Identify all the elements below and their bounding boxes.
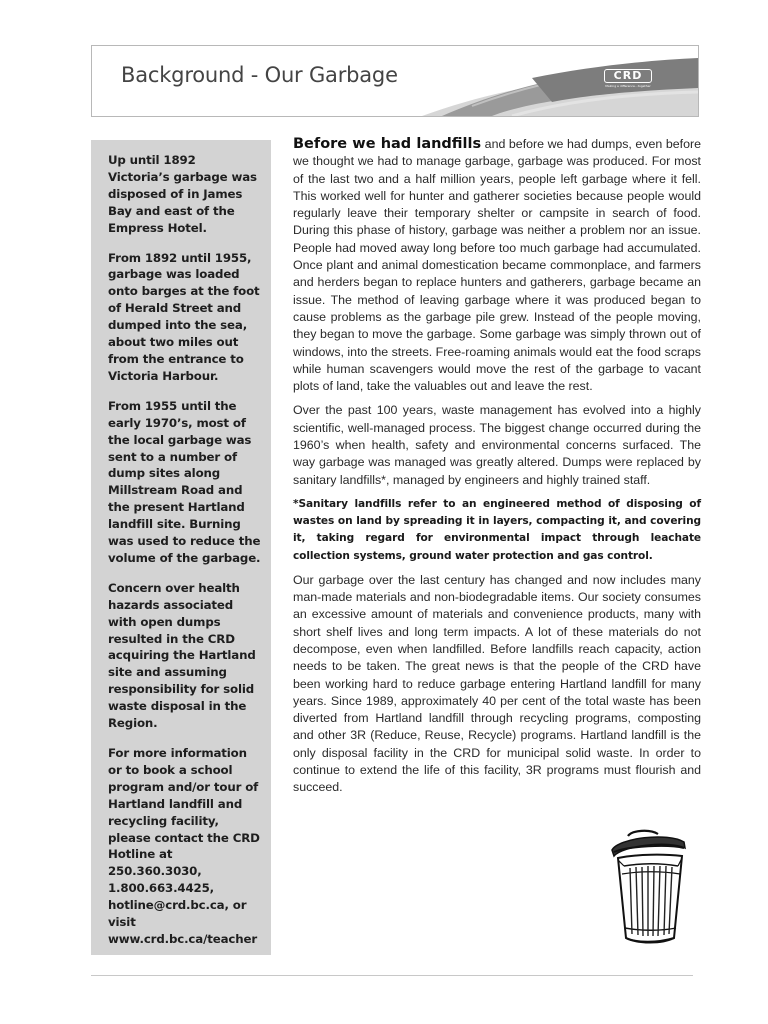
footer-divider	[91, 975, 693, 976]
logo-text: CRD	[604, 69, 652, 83]
page-title: Background - Our Garbage	[121, 63, 398, 87]
sidebar-contact-info: For more information or to book a school program and/or tour of Hartland landfill and recycling facility, please contact the CRD Hotline at 250.360.3030, 1.800.663.4425, hotline@crd.bc.ca, or visit www.crd.bc.ca/teacher	[108, 746, 260, 946]
main-article	[293, 136, 701, 804]
sidebar-paragraph: From 1892 until 1955, garbage was loaded onto barges at the foot of Herald Street and dumped into the sea, about two miles out from the entrance to Victoria Harbour.	[108, 250, 260, 383]
trash-can-icon	[608, 828, 690, 946]
sidebar-history-panel	[91, 140, 271, 955]
sidebar-paragraph: Up until 1892 Victoria’s garbage was disposed of in James Bay and east of the Empress Hotel.	[108, 153, 257, 235]
sidebar-paragraph: From 1955 until the early 1970’s, most of the local garbage was sent to a number of dump sites along Millstream Road and the present Hartland landfill site. Burning was used to reduce the volume of the garbage.	[108, 398, 261, 565]
sanitary-landfill-footnote: *Sanitary landfills refer to an engineered method of disposing of wastes on land by spreading it in layers, compacting it, and covering it, taking regard for environmental impact through leachate collection systems, ground water protection and gas control.	[293, 497, 701, 562]
sidebar-paragraph: Concern over health hazards associated with open dumps resulted in the CRD acquiring the Hartland site and assuming responsibility for solid waste disposal in the Region.	[108, 580, 256, 731]
paragraph-text: and before we had dumps, even before we thought we had to manage garbage, garbage was produced. For most of the last two and a half million years, people left garbage where it fell. This worked well for hunter and gatherer societies because people would regularly leave their temporary shelter or campsite in search of food. During this phase of history, garbage was neither a problem nor an issue. People had moved away long before too much garbage had accumulated. Once plant and animal domestication became commonplace, and farmers and herders began to replace hunters and gatherers, garbage became an issue. The method of leaving garbage where it was produced began to cause problems as the garbage pile grew. Instead of the people moving, they began to move the garbage. Some garbage was simply thrown out of windows, into the streets. Free-roaming animals would eat the food scraps while human scavengers would move the rest of the garbage to vacant plots of land, take the valuables out and leave the rest.	[293, 137, 701, 394]
page-header	[91, 45, 699, 117]
article-paragraph-1	[293, 136, 701, 395]
article-paragraph-2: Over the past 100 years, waste management has evolved into a highly scientific, well-managed process. The biggest change occurred during the 1960’s when health, safety and environmental concerns surfaced. The way garbage was managed was greatly altered. Dumps were replaced by sanitary landfills*, managed by engineers and highly trained staff.	[293, 403, 701, 487]
logo-tagline: Making a difference...together	[605, 84, 651, 88]
lead-heading: Before we had landfills	[293, 136, 482, 152]
article-paragraph-3: Our garbage over the last century has changed and now includes many man-made materials and non-biodegradable items. Our society consumes an excessive amount of materials and convenience products, many with short shelf lives and long term impacts. A lot of these materials do not decompose, even when landfilled. Before landfills reach capacity, action needs to be taken. The great news is that the people of the CRD have been working hard to reduce garbage entering Hartland landfill for many years. Since 1989, approximately 40 per cent of the total waste has been diverted from Hartland landfill through recycling programs, composting and other 3R (Reduce, Reuse, Recycle) programs. Hartland landfill is the only disposal facility in the CRD for municipal solid waste. In order to continue to extend the life of this facility, 3R programs must flourish and succeed.	[293, 572, 701, 795]
crd-logo-icon	[604, 69, 652, 88]
